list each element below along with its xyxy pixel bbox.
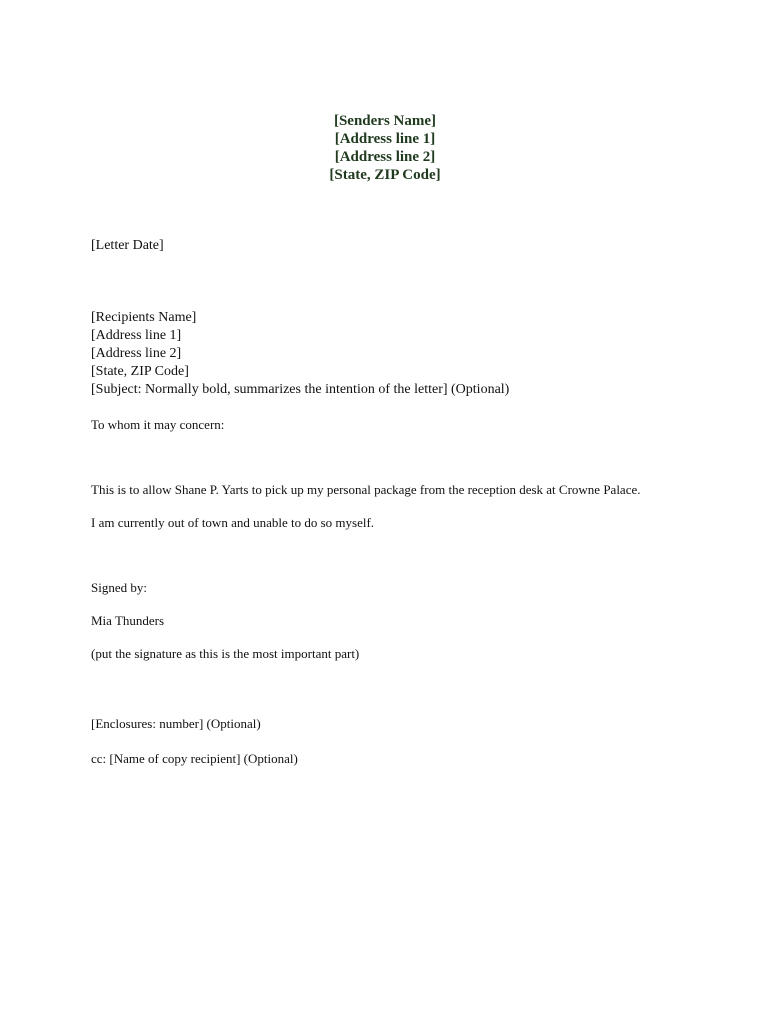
recipient-name: [Recipients Name] (91, 310, 197, 325)
sender-address-line-2: [Address line 2] (334, 149, 436, 165)
recipient-address-line-1: [Address line 1] (91, 328, 182, 343)
cc-line: cc: [Name of copy recipient] (Optional) (91, 751, 298, 766)
cc-block (91, 751, 731, 767)
salutation: To whom it may concern: (91, 417, 225, 432)
recipient-address-line-2: [Address line 2] (91, 346, 182, 361)
date-block (91, 237, 731, 255)
sender-state-zip: [State, ZIP Code] (329, 167, 441, 183)
recipient-block (91, 309, 731, 399)
body-paragraph-1 (91, 482, 731, 498)
sender-block (0, 112, 770, 184)
body-paragraph-2 (91, 515, 731, 531)
sender-address-line-1: [Address line 1] (334, 131, 436, 147)
signature-note-block (91, 646, 731, 662)
signed-by-label: Signed by: (91, 580, 147, 595)
signer-block (91, 613, 731, 629)
enclosures-block (91, 716, 731, 732)
salutation-block (91, 417, 731, 433)
body-paragraph-1-text: This is to allow Shane P. Yarts to pick up my personal package from the reception desk at Crowne Palace. (91, 482, 641, 497)
sender-name: [Senders Name] (333, 113, 437, 129)
signer-name: Mia Thunders (91, 613, 165, 628)
subject-line: [Subject: Normally bold, summarizes the intention of the letter] (Optional) (91, 382, 510, 397)
recipient-state-zip: [State, ZIP Code] (91, 364, 189, 379)
body-paragraph-2-text: I am currently out of town and unable to do so myself. (91, 515, 375, 530)
enclosures-line: [Enclosures: number] (Optional) (91, 716, 261, 731)
letter-date: [Letter Date] (91, 238, 164, 253)
signed-by-block (91, 580, 731, 596)
signature-note: (put the signature as this is the most important part) (91, 646, 360, 661)
